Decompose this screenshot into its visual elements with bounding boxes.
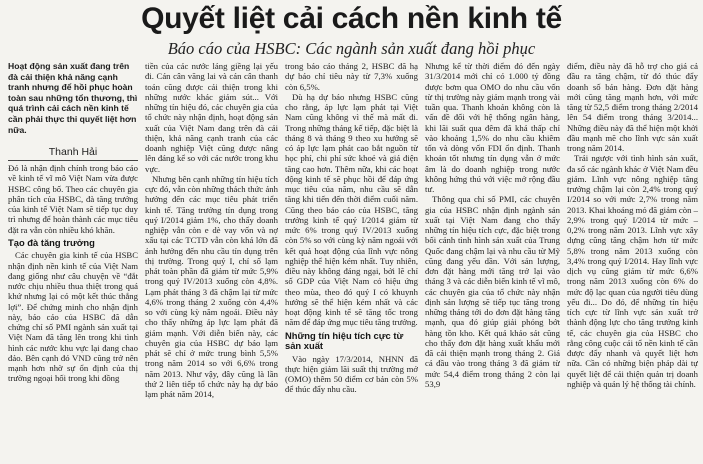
lead-paragraph: Hoạt động sản xuất đang trên đà cải thiện khả năng cạnh tranh nhưng để hồi phục hoàn toàn sau những tổn thương, thì quá trình cải cách nền kinh tế cần phải thực thi quyết liệt hơn nữa. bbox=[8, 61, 138, 135]
body-paragraph: Nhưng kể từ thời điểm đó đến ngày 31/3/2014 mới chỉ có 1.000 tỷ đồng được bơm qua OMO do nhu cầu vốn từ thị trường này giảm mạnh trong vài tuần qua. Thanh khoản không còn là vấn đề đối với hệ thống ngân hàng, khi lãi suất qua đêm đã khá thấp chỉ vào khoảng 1,5% do nhu cầu khiêm tốn và dòng vốn FDI ổn định. Thanh khoản tốt nhưng tín dụng vẫn ở mức âm là do doanh nghiệp trong nước không hứng thú với việc mở rộng đầu tư. bbox=[425, 61, 560, 194]
body-paragraph: tiền của các nước láng giềng lại yếu đi. Cán cân vãng lai và cán cân thanh toán cũng được cải thiện trong khi những nước khác giảm sút... Với những tín hiệu đó, các chuyên gia của tổ chức này nhận định, hoạt động sản xuất của Việt Nam đang trên đà cải thiện, khả năng cạnh tranh của các doanh nghiệp Việt cũng được nâng lên đáng kể so với các nước trong khu vực. bbox=[145, 61, 278, 174]
body-paragraph: Trái ngược với tình hình sản xuất, đa số các ngành khác ở Việt Nam đều giảm. Lĩnh vực nông nghiệp tăng trưởng chậm lại còn 2,4% trong quý I/2014 so với mức 2,7% trong năm 2013. Khai khoáng mỏ đã giảm còn – 2,9% trong quý I/2014 từ mức – 0,2% trong năm 2013. Lĩnh vực xây dựng cũng tăng chậm hơn từ mức 5,8% trong năm 2013 xuống còn 3,4% trong quý I/2014. Hay lĩnh vực dịch vụ cũng giảm từ mức 6,6% trong năm 2013 xuống còn 6% do mức độ lạc quan của người tiêu dùng yếu đi... Do đó, để những tín hiệu tích cực từ lĩnh vực sản xuất trở thành động lực cho tăng trưởng kinh tế, các chuyên gia của HSBC cho rằng công cuộc cải tổ nền kinh tế cần được đẩy nhanh và quyết liệt hơn nữa. Cần có những biện pháp dài tự quyết liệt để cải thiện quản trị doanh nghiệp và quản lý hệ thống tài chính. bbox=[567, 153, 698, 389]
body-paragraph: điểm, điều này đã hỗ trợ cho giá cả đầu ra tăng chậm, từ đó thúc đẩy doanh số bán hàng. Đơn đặt hàng mới cũng tăng mạnh hơn, với mức tăng từ 52,5 điểm trong tháng 2/2014 lên 54 điểm trong tháng 3/2014... Những điều này đã thể hiện một khởi đầu mạnh mẽ cho lĩnh vực sản xuất trong năm 2014. bbox=[567, 61, 698, 153]
text-column-2 bbox=[145, 61, 278, 461]
headline: Quyết liệt cải cách nền kinh tế bbox=[141, 2, 562, 35]
body-paragraph: Đó là nhận định chính trong báo cáo về kinh tế vĩ mô Việt Nam vừa được HSBC công bố. Theo các chuyên gia phân tích của HSBC, đà tăng trưởng của kinh tế Việt Nam sẽ tiếp tục duy trì nhưng để hoàn thành các mục tiêu đặt ra vẫn còn nhiều khó khăn. bbox=[8, 163, 138, 235]
text-column-4 bbox=[425, 61, 560, 461]
section-subheading: Tạo đà tăng trưởng bbox=[8, 236, 95, 248]
body-paragraph: Thông qua chỉ số PMI, các chuyên gia của HSBC nhận định ngành sản xuất tại Việt Nam đang cho thấy những tín hiệu tích cực, đặc biệt trong bối cảnh tình hình sản xuất của Trung Quốc đang chậm lại và nhu cầu từ Mỹ cũng đang yếu dần. Với sản lượng, đơn đặt hàng mới tăng trở lại vào tháng 3 và các diễn biến kinh tế vĩ mô, các chuyên gia của tổ chức này nhận định sản lượng sẽ tiếp tục tăng trong những tháng tới do đơn đặt hàng tăng mạnh, qua đó giúp giải phóng bớt hàng tồn kho. Kết quả khảo sát cũng cho thấy đơn đặt hàng xuất khẩu mới đã cải thiện mạnh trong tháng 2. Giá cả đầu vào trong tháng 3 đã giảm từ mức 54,4 điểm trong tháng 2 còn lại 53,9 bbox=[425, 194, 560, 389]
text-column-1 bbox=[8, 163, 138, 461]
byline-divider bbox=[8, 160, 138, 161]
section-subheading: Những tín hiệu tích cực từ sản xuất bbox=[285, 329, 404, 351]
text-column-5 bbox=[567, 61, 698, 461]
subheadline: Báo cáo của HSBC: Các ngành sản xuất đang hồi phục bbox=[167, 39, 536, 58]
body-paragraph: Nhưng bên cạnh những tín hiệu tích cực đó, vẫn còn những thách thức ảnh hưởng đến các mục tiêu phát triển kinh tế. Tăng trưởng tín dụng trong quý I/2014 giảm 1%, cho thấy doanh nghiệp vẫn còn e dè vay vốn và nợ xấu tại các TCTD vẫn còn khá lớn đã ảnh hưởng đến nhu cầu tín dụng trên thị trường. Trong quý I, chỉ số lạm phát toàn phần đã giảm từ mức 5,9% trong quý IV/2013 xuống còn 4,8%. Lạm phát tháng 3 đã chậm lại từ mức 4,6% trong tháng 2 xuống còn 4,4% so với cùng kỳ năm ngoái. Điều này cho thấy những áp lực lạm phát đã giảm mạnh. Với diễn biến này, các chuyên gia của HSBC dự báo lạm phát sẽ chỉ ở mức trung bình 5,5% trong năm 2014 so với 6,6% trong năm 2013. Như vậy, đây cũng là lần thứ 2 liên tiếp tổ chức này hạ dự báo lạm phát năm 2014, bbox=[145, 173, 278, 399]
body-paragraph: Vào ngày 17/3/2014, NHNN đã thực hiện giảm lãi suất thị trường mở (OMO) thêm 50 điểm cơ bản còn 5% để thúc đẩy nhu cầu. bbox=[285, 353, 418, 395]
body-paragraph: Các chuyên gia kinh tế của HSBC nhận định nền kinh tế của Việt Nam đang giống như câu chuyện về “đắt nước chịu nhiều thua thiệt trong quá khứ nhưng lại có một kết thúc thắng lợi”. Để chứng minh cho nhận định này, báo cáo của HSBC đã dẫn chứng chỉ số PMI ngành sản xuất tại Việt Nam đã tăng lên trong khi tình hình các nước khu vực lại đang chao đảo. Bên cạnh đó VND cũng trở nên mạnh hơn nhờ sự ổn định của thị trường ngoại hối trong khi đồng bbox=[8, 250, 138, 384]
body-paragraph: trong báo cáo tháng 2, HSBC đã hạ dự báo chỉ tiêu này từ 7,3% xuống còn 6,5%. bbox=[285, 61, 418, 92]
body-paragraph: Dù hạ dự báo nhưng HSBC cũng cho rằng, áp lực lạm phát tại Việt Nam cũng không vì thế mà mất đi. Trong những tháng kế tiếp, đặc biệt là tháng 8 và tháng 9 theo xu hướng sẽ có áp lực lạm phát cao bắt nguồn từ học phí, chi phí sức khoẻ và giá điện tăng cao hơn. Thêm nữa, khi các hoạt động kinh tế sẽ phục hồi để đáp ứng mục tiêu của năm, nhu cầu sẽ dẫn tăng khi tiến đến thời điểm cuối năm. Cũng theo báo cáo của HSBC, tăng trưởng kinh tế quý I/2014 giảm từ mức 6% trong quý IV/2013 xuống còn 5% so với cùng kỳ năm ngoái với kết quả hoạt động của lĩnh vực nông nghiệp thể hiện kém nhất. Tuy nhiên, điều này không đáng ngại, bởi lẽ chỉ số GDP của Việt Nam có hiệu ứng theo mùa, theo đó quý I có khuynh hướng sẽ thể hiện kém nhất và các hoạt động kinh tế sẽ tăng tốc trong năm để đáp ứng mục tiêu tăng trưởng. bbox=[285, 91, 418, 328]
author-byline: Thanh Hải bbox=[48, 146, 98, 158]
text-column-3 bbox=[285, 61, 418, 461]
